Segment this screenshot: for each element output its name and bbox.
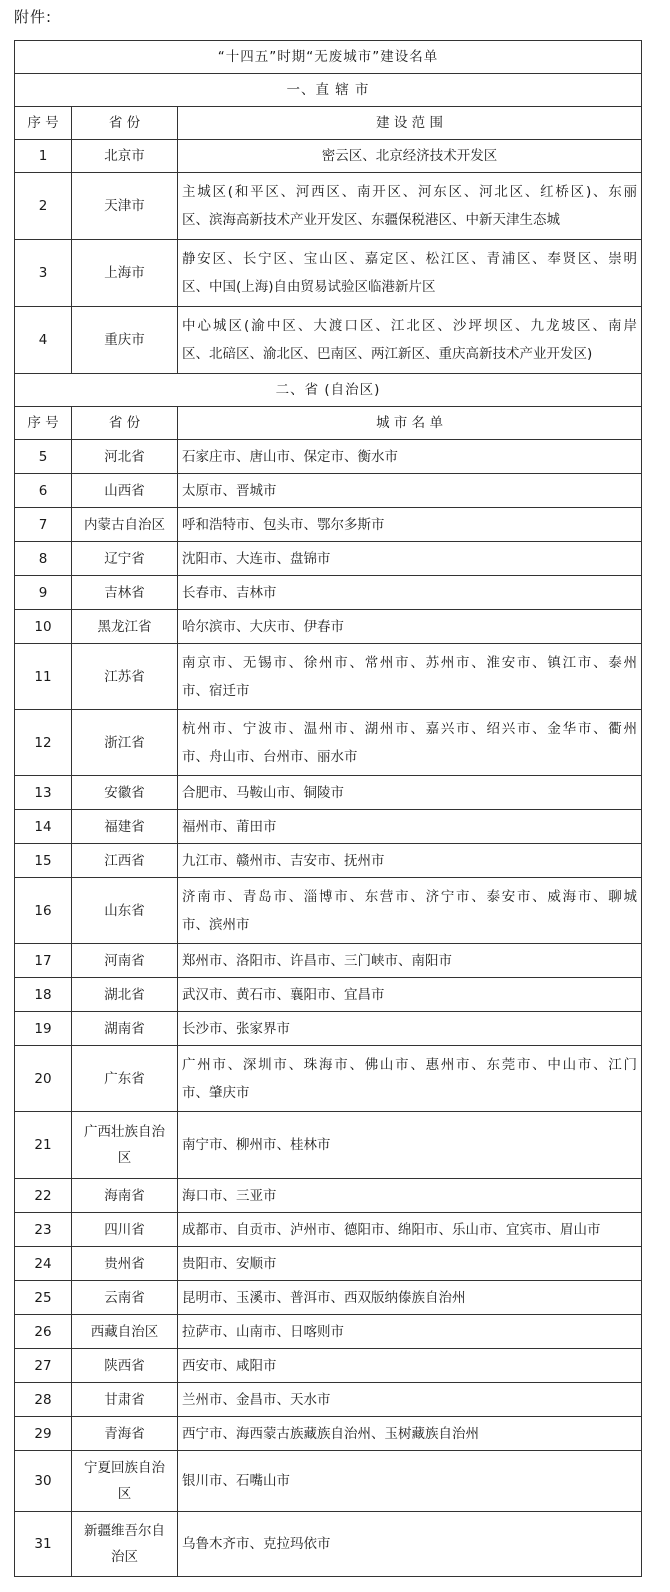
- table-row: [15, 307, 642, 374]
- province-name-text: 广西壮族自治区: [84, 1124, 165, 1166]
- province-name-text: 贵州省: [104, 1255, 145, 1272]
- row-number: 17: [15, 944, 72, 978]
- scope-content: [178, 1213, 642, 1247]
- table-row: [15, 1417, 642, 1451]
- row-number: 3: [15, 240, 72, 307]
- province-name: [72, 542, 178, 576]
- scope-line: 长春市、吉林市: [182, 584, 277, 601]
- province-name-text: 安徽省: [104, 784, 145, 801]
- table-row: [15, 644, 642, 710]
- row-number: 15: [15, 844, 72, 878]
- scope-line: 长沙市、张家界市: [182, 1020, 290, 1037]
- scope-content: [178, 1247, 642, 1281]
- scope-content: [178, 844, 642, 878]
- scope-line: 太原市、晋城市: [182, 482, 277, 499]
- province-name: [72, 1383, 178, 1417]
- scope-line: 市、舟山市、台州市、丽水市: [182, 748, 358, 765]
- province-name: [72, 1247, 178, 1281]
- province-name-text: 河北省: [104, 448, 145, 465]
- province-name-text: 浙江省: [104, 734, 145, 751]
- scope-content: [178, 810, 642, 844]
- scope-content: [178, 1451, 642, 1512]
- row-number: 10: [15, 610, 72, 644]
- scope-line: 海口市、三亚市: [182, 1187, 277, 1204]
- scope-content: [178, 1281, 642, 1315]
- row-number: 31: [15, 1512, 72, 1577]
- scope-line: 成都市、自贡市、泸州市、德阳市、绵阳市、乐山市、宜宾市、眉山市: [182, 1221, 601, 1238]
- province-name-text: 湖南省: [104, 1020, 145, 1037]
- scope-line: 市、肇庆市: [182, 1084, 250, 1101]
- table-row: [15, 542, 642, 576]
- scope-content: [178, 776, 642, 810]
- scope-line: 广州市、深圳市、珠海市、佛山市、惠州市、东莞市、中山市、江门: [182, 1056, 638, 1073]
- scope-content: [178, 610, 642, 644]
- province-name-text: 西藏自治区: [90, 1323, 159, 1340]
- scope-line: 九江市、赣州市、吉安市、抚州市: [182, 852, 385, 869]
- province-name-text: 山西省: [104, 482, 145, 499]
- row-number: 19: [15, 1012, 72, 1046]
- scope-content: [178, 1112, 642, 1179]
- row-number: 30: [15, 1451, 72, 1512]
- scope-content: [178, 140, 642, 173]
- scope-line: 区、中国(上海)自由贸易试验区临港新片区: [182, 279, 436, 295]
- province-name: [72, 1213, 178, 1247]
- province-name: [72, 1451, 178, 1512]
- scope-content: [178, 1046, 642, 1112]
- scope-content: [178, 878, 642, 944]
- province-name: [72, 173, 178, 240]
- scope-line: 市、宿迁市: [182, 682, 250, 699]
- table-row: [15, 944, 642, 978]
- attachment-heading: 附件:: [14, 8, 53, 26]
- scope-line: 西安市、咸阳市: [182, 1357, 277, 1374]
- province-name-text: 重庆市: [104, 332, 145, 348]
- province-name-text: 内蒙古自治区: [84, 516, 165, 533]
- column-header-scope: 城 市 名 单: [178, 407, 642, 440]
- row-number: 8: [15, 542, 72, 576]
- table-row: [15, 1349, 642, 1383]
- province-name-text: 福建省: [104, 818, 145, 835]
- scope-content: [178, 944, 642, 978]
- province-name-text: 江西省: [104, 852, 145, 869]
- province-name-text: 广东省: [104, 1070, 145, 1087]
- province-name: [72, 576, 178, 610]
- scope-line: 静安区、长宁区、宝山区、嘉定区、松江区、青浦区、奉贤区、崇明: [182, 251, 638, 267]
- province-name-text: 黑龙江省: [97, 618, 152, 635]
- scope-line: 主城区(和平区、河西区、南开区、河东区、河北区、红桥区)、东丽: [182, 184, 638, 200]
- table-row: [15, 576, 642, 610]
- scope-content: [178, 440, 642, 474]
- scope-content: [178, 173, 642, 240]
- province-name-text: 山东省: [104, 902, 145, 919]
- row-number: 22: [15, 1179, 72, 1213]
- scope-line: 哈尔滨市、大庆市、伊春市: [182, 618, 344, 635]
- province-name: [72, 1012, 178, 1046]
- column-header-province: 省 份: [72, 407, 178, 440]
- scope-line: 南京市、无锡市、徐州市、常州市、苏州市、淮安市、镇江市、泰州: [182, 654, 638, 671]
- province-name-text: 天津市: [104, 198, 145, 214]
- scope-line: 合肥市、马鞍山市、铜陵市: [182, 784, 344, 801]
- row-number: 11: [15, 644, 72, 710]
- table-row: [15, 1112, 642, 1179]
- province-name: [72, 710, 178, 776]
- section-title: 二、省 (自治区): [15, 374, 642, 407]
- table-row: [15, 844, 642, 878]
- table-body: [15, 41, 642, 1577]
- table-row: [15, 1213, 642, 1247]
- table-row: [15, 710, 642, 776]
- row-number: 14: [15, 810, 72, 844]
- province-name: [72, 140, 178, 173]
- scope-line: 郑州市、洛阳市、许昌市、三门峡市、南阳市: [182, 952, 452, 969]
- scope-content: [178, 1179, 642, 1213]
- scope-line: 西宁市、海西蒙古族藏族自治州、玉树藏族自治州: [182, 1425, 479, 1442]
- scope-line: 南宁市、柳州市、桂林市: [182, 1137, 331, 1153]
- row-number: 20: [15, 1046, 72, 1112]
- scope-content: [178, 1383, 642, 1417]
- table-row: [15, 1512, 642, 1577]
- row-number: 9: [15, 576, 72, 610]
- scope-line: 市、滨州市: [182, 916, 250, 933]
- province-name: [72, 776, 178, 810]
- row-number: 24: [15, 1247, 72, 1281]
- scope-content: [178, 1512, 642, 1577]
- province-name: [72, 307, 178, 374]
- scope-line: 沈阳市、大连市、盘锦市: [182, 550, 331, 567]
- province-name: [72, 944, 178, 978]
- province-name-text: 江苏省: [104, 668, 145, 685]
- scope-content: [178, 542, 642, 576]
- province-name: [72, 1046, 178, 1112]
- scope-content: [178, 474, 642, 508]
- scope-content: [178, 240, 642, 307]
- table-row: [15, 878, 642, 944]
- column-header-no: 序 号: [15, 407, 72, 440]
- row-number: 4: [15, 307, 72, 374]
- scope-line: 福州市、莆田市: [182, 818, 277, 835]
- scope-line: 石家庄市、唐山市、保定市、衡水市: [182, 448, 398, 465]
- scope-line: 贵阳市、安顺市: [182, 1255, 277, 1272]
- province-name: [72, 978, 178, 1012]
- scope-content: [178, 978, 642, 1012]
- scope-line: 区、滨海高新技术产业开发区、东疆保税港区、中新天津生态城: [182, 212, 560, 228]
- scope-content: [178, 1315, 642, 1349]
- row-number: 26: [15, 1315, 72, 1349]
- table-row: [15, 610, 642, 644]
- row-number: 6: [15, 474, 72, 508]
- province-name: [72, 508, 178, 542]
- province-name: [72, 1512, 178, 1577]
- table-row: [15, 978, 642, 1012]
- province-name-text: 吉林省: [104, 584, 145, 601]
- province-name: [72, 610, 178, 644]
- province-name: [72, 1349, 178, 1383]
- province-name-text: 北京市: [104, 148, 145, 164]
- scope-line: 密云区、北京经济技术开发区: [321, 148, 498, 164]
- row-number: 12: [15, 710, 72, 776]
- province-name-text: 海南省: [104, 1187, 145, 1204]
- table-row: [15, 1012, 642, 1046]
- row-number: 16: [15, 878, 72, 944]
- column-header-no: 序 号: [15, 107, 72, 140]
- section-header-row: [15, 374, 642, 407]
- province-name: [72, 644, 178, 710]
- province-name: [72, 1315, 178, 1349]
- row-number: 13: [15, 776, 72, 810]
- province-name-text: 青海省: [104, 1425, 145, 1442]
- row-number: 18: [15, 978, 72, 1012]
- table-title: “十四五”时期“无废城市”建设名单: [15, 41, 642, 74]
- province-name: [72, 878, 178, 944]
- table-row: [15, 1451, 642, 1512]
- table-row: [15, 474, 642, 508]
- scope-line: 兰州市、金昌市、天水市: [182, 1391, 331, 1408]
- province-name: [72, 474, 178, 508]
- scope-line: 呼和浩特市、包头市、鄂尔多斯市: [182, 516, 385, 533]
- scope-line: 昆明市、玉溪市、普洱市、西双版纳傣族自治州: [182, 1289, 466, 1306]
- province-name: [72, 1281, 178, 1315]
- table-row: [15, 1179, 642, 1213]
- scope-content: [178, 710, 642, 776]
- table-row: [15, 810, 642, 844]
- table-row: [15, 240, 642, 307]
- province-name-text: 新疆维吾尔自治区: [84, 1523, 165, 1565]
- province-name: [72, 1112, 178, 1179]
- scope-line: 银川市、石嘴山市: [182, 1473, 290, 1489]
- row-number: 1: [15, 140, 72, 173]
- table-row: [15, 508, 642, 542]
- row-number: 28: [15, 1383, 72, 1417]
- scope-line: 中心城区(渝中区、大渡口区、江北区、沙坪坝区、九龙坡区、南岸: [182, 318, 638, 334]
- scope-content: [178, 644, 642, 710]
- row-number: 27: [15, 1349, 72, 1383]
- table-row: [15, 1046, 642, 1112]
- scope-content: [178, 508, 642, 542]
- scope-line: 乌鲁木齐市、克拉玛依市: [182, 1536, 331, 1552]
- row-number: 21: [15, 1112, 72, 1179]
- scope-content: [178, 576, 642, 610]
- province-name-text: 陕西省: [104, 1357, 145, 1374]
- table-row: [15, 1383, 642, 1417]
- province-name: [72, 440, 178, 474]
- scope-content: [178, 307, 642, 374]
- scope-line: 拉萨市、山南市、日喀则市: [182, 1323, 344, 1340]
- scope-line: 区、北碚区、渝北区、巴南区、两江新区、重庆高新技术产业开发区): [182, 346, 593, 362]
- column-header-province: 省 份: [72, 107, 178, 140]
- scope-line: 杭州市、宁波市、温州市、湖州市、嘉兴市、绍兴市、金华市、衢州: [182, 720, 638, 737]
- table-row: [15, 1281, 642, 1315]
- row-number: 2: [15, 173, 72, 240]
- scope-content: [178, 1349, 642, 1383]
- table-row: [15, 440, 642, 474]
- province-name: [72, 240, 178, 307]
- row-number: 7: [15, 508, 72, 542]
- province-name-text: 湖北省: [104, 986, 145, 1003]
- province-name-text: 云南省: [104, 1289, 145, 1306]
- scope-line: 济南市、青岛市、淄博市、东营市、济宁市、泰安市、威海市、聊城: [182, 888, 638, 905]
- table-row: [15, 140, 642, 173]
- table-title-row: [15, 41, 642, 74]
- table-row: [15, 1247, 642, 1281]
- scope-line: 武汉市、黄石市、襄阳市、宜昌市: [182, 986, 385, 1003]
- province-name-text: 上海市: [104, 265, 145, 281]
- column-header-row: [15, 107, 642, 140]
- section-header-row: [15, 74, 642, 107]
- section-title: 一、直 辖 市: [15, 74, 642, 107]
- province-name: [72, 844, 178, 878]
- table-row: [15, 776, 642, 810]
- row-number: 23: [15, 1213, 72, 1247]
- province-name-text: 河南省: [104, 952, 145, 969]
- city-list-table: [14, 40, 642, 1577]
- province-name-text: 辽宁省: [104, 550, 145, 567]
- province-name: [72, 810, 178, 844]
- column-header-scope: 建 设 范 围: [178, 107, 642, 140]
- table-row: [15, 173, 642, 240]
- province-name: [72, 1179, 178, 1213]
- scope-content: [178, 1012, 642, 1046]
- table-row: [15, 1315, 642, 1349]
- province-name-text: 四川省: [104, 1221, 145, 1238]
- column-header-row: [15, 407, 642, 440]
- row-number: 25: [15, 1281, 72, 1315]
- province-name: [72, 1417, 178, 1451]
- row-number: 5: [15, 440, 72, 474]
- province-name-text: 甘肃省: [104, 1391, 145, 1408]
- row-number: 29: [15, 1417, 72, 1451]
- province-name-text: 宁夏回族自治区: [84, 1460, 165, 1502]
- scope-content: [178, 1417, 642, 1451]
